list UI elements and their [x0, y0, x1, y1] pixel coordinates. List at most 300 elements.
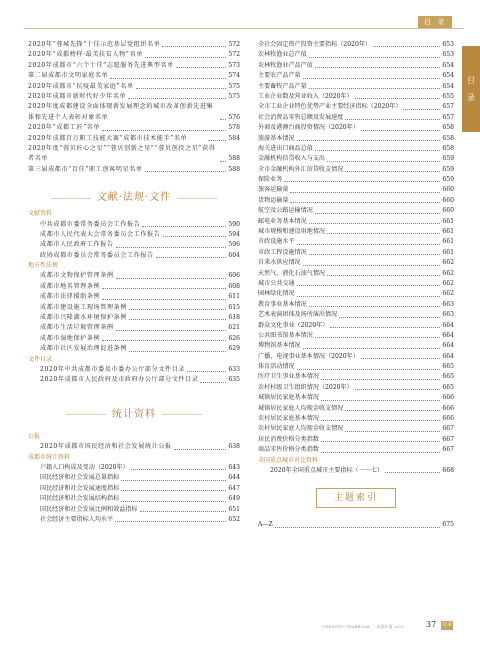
- toc-entry[interactable]: [258, 71, 454, 81]
- toc-entry[interactable]: [258, 175, 454, 185]
- toc-entry-title: 2020年成都百万职工技能大赛“成都市技术能手”名单: [28, 134, 188, 142]
- toc-entry[interactable]: [258, 82, 454, 92]
- leader-dots: [290, 202, 440, 203]
- leader-dots: [361, 358, 441, 359]
- leader-dots: [121, 480, 226, 481]
- toc-entry-title: 第三届成都市“百佳”职工创客明星名单: [28, 165, 143, 173]
- leader-dots: [339, 317, 440, 318]
- toc-entry-page: 660: [442, 207, 454, 215]
- toc-entry-page: 664: [442, 342, 454, 350]
- stats-list: [28, 463, 240, 525]
- toc-entry[interactable]: [258, 227, 454, 237]
- toc-entry-title: 城镇居民家庭人均现金收支情况: [258, 404, 344, 412]
- toc-entry[interactable]: [28, 82, 240, 92]
- leader-dots: [102, 299, 226, 300]
- toc-entry-page: 667: [442, 425, 454, 433]
- subheading-city-compare: 全国重点城市对比资料: [258, 456, 319, 464]
- toc-entry-title: 成都市地名管理条例: [40, 282, 101, 290]
- leader-dots: [355, 98, 441, 99]
- toc-entry-page: 658: [442, 134, 454, 142]
- toc-entry-page: 667: [442, 435, 454, 443]
- toc-entry-title: 航空及公路运输情况: [258, 207, 313, 215]
- toc-entry-title: 海关进出口商品总值: [258, 144, 313, 152]
- toc-entry-page: 604: [228, 251, 240, 259]
- toc-entry-title: 城镇居民家庭基本情况: [258, 394, 319, 402]
- toc-entry-title: 2020年中共成都市委及市委办公厅部分文件目录: [40, 366, 186, 373]
- leader-dots: [220, 161, 226, 162]
- toc-entry-title: 邮电业务基本情况: [258, 217, 307, 225]
- toc-entry-title: 成都市兴隆湖水环境保护条例: [40, 314, 128, 322]
- toc-entry[interactable]: [258, 185, 454, 195]
- toc-entry-page: 665: [442, 383, 454, 391]
- toc-entry-title: 2020年成都市国民经济和社会发展统计公报: [40, 443, 172, 451]
- leader-dots: [373, 46, 440, 47]
- toc-entry[interactable]: [258, 134, 454, 144]
- leader-dots: [345, 119, 440, 120]
- leader-dots: [121, 490, 226, 491]
- side-tab-contents[interactable]: [462, 46, 480, 132]
- toc-entry-page: 664: [442, 331, 454, 339]
- toc-entry[interactable]: [258, 237, 454, 247]
- leader-dots: [275, 527, 441, 528]
- header-section-tag: 目 录: [418, 16, 452, 28]
- toc-entry[interactable]: [28, 463, 240, 473]
- toc-entry-page: 653: [442, 51, 454, 59]
- toc-entry-title: 商品零售价格分类指数: [258, 446, 319, 454]
- leader-dots: [145, 171, 227, 172]
- leader-dots: [385, 472, 440, 473]
- gongbao-list: [28, 442, 240, 452]
- leader-dots: [315, 67, 441, 68]
- leader-dots: [327, 275, 440, 276]
- leader-dots: [327, 233, 440, 234]
- toc-entry-title: 国民经济和社会发展比例和效益指标: [40, 505, 138, 513]
- toc-entry[interactable]: [28, 230, 240, 240]
- toc-entry[interactable]: [28, 220, 240, 230]
- toc-entry-page: 662: [442, 269, 454, 277]
- toc-entry[interactable]: [28, 71, 240, 81]
- city-compare-list: [258, 466, 454, 476]
- toc-entry[interactable]: [258, 248, 454, 258]
- toc-entry-page: 654: [442, 61, 454, 69]
- toc-entry[interactable]: [28, 344, 240, 354]
- toc-entry-page: 661: [442, 248, 454, 256]
- toc-entry-title: 艺术表演团体及场所演出情况: [258, 311, 338, 319]
- toc-entry[interactable]: [258, 40, 454, 50]
- toc-entry-page: 666: [442, 404, 454, 412]
- toc-entry[interactable]: [28, 40, 240, 50]
- toc-entry-title: 市政设施水平: [258, 238, 295, 246]
- toc-entry[interactable]: [28, 323, 240, 333]
- toc-entry-title: 2020年“蓉城先锋”十佳示范基层党组织名单: [28, 40, 161, 48]
- toc-entry-page: 665: [442, 363, 454, 371]
- toc-entry-title: 农林牧渔业总产值: [258, 51, 307, 59]
- toc-entry-page: 626: [228, 334, 240, 342]
- leader-dots: [174, 449, 227, 450]
- section-heading-tongji: [28, 404, 240, 426]
- leader-dots: [145, 57, 226, 58]
- toc-entry[interactable]: [258, 102, 454, 112]
- toc-entry-title: 2020年成都市人民政府及市政府办公厅部分文件目录: [40, 376, 199, 384]
- toc-entry-page: 668: [442, 467, 454, 474]
- toc-entry-title: 社会经济主要指标人均水平: [40, 515, 114, 523]
- toc-entry-title: 全市金融机构外汇信贷收支情况: [258, 165, 344, 173]
- toc-entry-page: 629: [228, 345, 240, 353]
- leader-dots: [361, 130, 441, 131]
- leader-dots: [176, 67, 227, 68]
- toc-entry-title: 国民经济和社会发展结构指标: [40, 495, 120, 503]
- toc-entry[interactable]: [258, 383, 454, 393]
- toc-entry-title: 成都市建设施工现场管理条例: [40, 303, 128, 311]
- leader-dots: [131, 469, 227, 470]
- leader-dots: [116, 330, 227, 331]
- leader-dots: [403, 109, 440, 110]
- leader-dots: [102, 288, 226, 289]
- leader-dots: [116, 247, 227, 248]
- toc-entry-page: 663: [442, 311, 454, 319]
- leader-dots: [128, 98, 226, 99]
- toc-entry-page: 594: [228, 230, 240, 238]
- toc-entry[interactable]: [258, 92, 454, 102]
- leader-dots: [136, 88, 227, 89]
- toc-entry[interactable]: [258, 50, 454, 60]
- toc-entry-page: 635: [228, 376, 240, 384]
- toc-entry[interactable]: [258, 321, 454, 331]
- toc-entry-title: 保险业务: [258, 176, 283, 184]
- leader-dots: [187, 371, 226, 372]
- toc-entry-page: 615: [228, 303, 240, 311]
- right-column: [258, 40, 454, 531]
- toc-entry[interactable]: [28, 251, 240, 261]
- toc-entry-page: 666: [442, 394, 454, 402]
- toc-entry[interactable]: [258, 520, 454, 530]
- toc-entry-title: 旅客运输量: [258, 186, 289, 194]
- toc-entry-page: 657: [442, 103, 454, 111]
- toc-entry-page: 590: [228, 220, 240, 228]
- leader-dots: [321, 441, 440, 442]
- side-tab-char-1: 目: [467, 76, 475, 85]
- toc-entry-title: 2020年成都市“六个十佳”志愿服务先进典型名单: [28, 61, 174, 69]
- toc-entry[interactable]: [258, 289, 454, 299]
- toc-entry-title: 居民消费价格分类指数: [258, 435, 319, 443]
- toc-entry-title: 教育事业基本情况: [258, 300, 307, 308]
- toc-entry-title: 金融机构信贷收入与支出: [258, 155, 326, 163]
- toc-entry-page: 572: [228, 51, 240, 59]
- toc-entry-title: 户籍人口构成及变动（2020年）: [40, 463, 129, 471]
- leader-dots: [297, 285, 441, 286]
- toc-entry-page: 654: [442, 72, 454, 80]
- toc-entry[interactable]: [28, 240, 240, 250]
- toc-entry[interactable]: [258, 435, 454, 445]
- toc-entry-title: 旅游基本情况: [258, 134, 295, 142]
- leader-dots: [321, 452, 440, 453]
- leader-dots: [129, 351, 226, 352]
- toc-entry-title: 全市工业企业特色优势产业主要经济指标（2020年）: [258, 103, 402, 111]
- toc-entry[interactable]: [28, 473, 240, 483]
- leader-dots: [309, 306, 441, 307]
- toc-entry[interactable]: [28, 92, 240, 102]
- toc-entry-title: 医疗卫生事业基本情况: [258, 373, 319, 381]
- toc-entry-page: 638: [228, 443, 240, 451]
- leader-dots: [309, 223, 441, 224]
- toc-entry[interactable]: [28, 442, 240, 452]
- toc-entry[interactable]: [258, 217, 454, 227]
- toc-entry-title: 自来水供应情况: [258, 259, 301, 267]
- leader-dots: [330, 327, 440, 328]
- section-heading-wenxian: [28, 187, 240, 209]
- toc-entry-title: 2020年成都市新时代好少年名单: [28, 92, 127, 100]
- toc-entry-page: 643: [228, 463, 240, 471]
- toc-entry[interactable]: [258, 113, 454, 123]
- toc-entry-title: 2020年度成都建设全面体现新发展理念的城市改革创新先进集体和先进个人表彰对象名单: [28, 103, 214, 121]
- toc-entry-page: 575: [228, 92, 240, 100]
- section-rule: [51, 198, 91, 199]
- leader-dots: [297, 369, 441, 370]
- toc-entry-title: 2020年全国重点城市主要指标（一～七）: [270, 467, 384, 474]
- toc-entry-title: 政协成都市委员会常务委员会工作报告: [40, 251, 154, 259]
- toc-entry-title: 外商及港澳台商投资情况（2020年）: [258, 124, 359, 132]
- toc-entry[interactable]: [28, 102, 240, 123]
- leader-dots: [303, 348, 441, 349]
- toc-entry-page: 658: [442, 144, 454, 152]
- toc-entry-page: 662: [442, 259, 454, 267]
- toc-entry[interactable]: [28, 334, 240, 344]
- toc-entry-page: 647: [228, 484, 240, 492]
- toc-entry-page: 661: [442, 238, 454, 246]
- toc-entry[interactable]: [28, 505, 240, 515]
- toc-entry-page: 659: [442, 165, 454, 173]
- toc-entry[interactable]: [258, 154, 454, 164]
- toc-entry[interactable]: [258, 362, 454, 372]
- section-rule: [66, 414, 106, 415]
- toc-entry-title: 成都市湿地保护条例: [40, 334, 101, 342]
- toc-entry-page: 659: [442, 155, 454, 163]
- leader-dots: [290, 192, 440, 193]
- toc-entry-page: 660: [442, 186, 454, 194]
- toc-entry-title: 中共成都市委常务委员会工作报告: [40, 220, 141, 228]
- toc-entry[interactable]: [258, 445, 454, 455]
- toc-entry[interactable]: [258, 341, 454, 351]
- stats-list-continued: [258, 40, 454, 456]
- leader-dots: [321, 400, 440, 401]
- toc-entry-title: 成都市文物保护管理条例: [40, 272, 114, 280]
- toc-entry-page: 611: [228, 293, 240, 301]
- toc-entry[interactable]: [28, 292, 240, 302]
- leader-dots: [297, 140, 441, 141]
- toc-entry[interactable]: [258, 373, 454, 383]
- wenxian-list: [28, 209, 240, 386]
- leader-dots: [321, 420, 440, 421]
- toc-entry-page: 573: [228, 61, 240, 69]
- leader-dots: [142, 226, 226, 227]
- leader-dots: [115, 521, 226, 522]
- toc-entry-page: 659: [442, 176, 454, 184]
- toc-entry-page: 661: [442, 228, 454, 236]
- toc-entry-page: 661: [442, 217, 454, 225]
- toc-entry-page: 660: [442, 196, 454, 204]
- leader-dots: [345, 171, 440, 172]
- leader-dots: [315, 337, 441, 338]
- toc-entry-page: 662: [442, 290, 454, 298]
- subheading-stats: 成都市统计资料: [28, 453, 71, 461]
- leader-dots: [162, 46, 226, 47]
- toc-entry[interactable]: [258, 123, 454, 133]
- leader-dots: [345, 410, 440, 411]
- leader-dots: [102, 130, 226, 131]
- subheading: 地方性法规: [28, 262, 59, 270]
- toc-entry-page: 655: [442, 92, 454, 100]
- toc-entry-page: 588: [228, 155, 240, 163]
- toc-entry[interactable]: [28, 165, 240, 175]
- toc-entry-title: 工业企业数及营业收入（2020年）: [258, 92, 353, 100]
- toc-entry-title: 城市公共交通: [258, 279, 295, 287]
- toc-entry[interactable]: [28, 272, 240, 282]
- toc-entry-title: 成都市人民政府工作报告: [40, 241, 114, 249]
- toc-entry[interactable]: [28, 282, 240, 292]
- leader-dots: [345, 431, 440, 432]
- leader-dots: [303, 265, 441, 266]
- toc-entry[interactable]: [258, 279, 454, 289]
- toc-entry[interactable]: [258, 61, 454, 71]
- toc-entry[interactable]: [28, 494, 240, 504]
- section-title: 文献·法规·文件: [96, 192, 172, 204]
- leader-dots: [309, 57, 441, 58]
- toc-entry[interactable]: [258, 300, 454, 310]
- leader-dots: [110, 78, 226, 79]
- toc-entry[interactable]: [258, 331, 454, 341]
- toc-entry[interactable]: [28, 484, 240, 494]
- leader-dots: [303, 78, 441, 79]
- toc-entry-page: 572: [228, 40, 240, 48]
- toc-entry[interactable]: [28, 61, 240, 71]
- toc-entry-page: 574: [228, 72, 240, 80]
- leader-dots: [327, 161, 440, 162]
- toc-entry-page: 666: [442, 415, 454, 423]
- toc-entry-page: 578: [228, 124, 240, 132]
- leader-dots: [309, 254, 441, 255]
- header-divider: [24, 28, 464, 29]
- footer-section-mark: 目录: [441, 622, 452, 628]
- toc-entry-title: 货物运输量: [258, 196, 289, 204]
- toc-entry-page: 658: [442, 124, 454, 132]
- toc-entry-title: 农村村级卫生组织情况（2020年）: [258, 383, 353, 391]
- page-number: 37: [426, 620, 437, 629]
- toc-entry[interactable]: [258, 206, 454, 216]
- section-rule: [177, 198, 217, 199]
- toc-entry-page: 575: [228, 82, 240, 90]
- toc-entry[interactable]: [258, 310, 454, 320]
- toc-entry-page: 621: [228, 324, 240, 332]
- toc-entry-page: 644: [228, 474, 240, 482]
- toc-entry[interactable]: [28, 365, 240, 375]
- leader-dots: [102, 340, 226, 341]
- toc-entry[interactable]: [28, 144, 240, 165]
- leader-dots: [163, 236, 227, 237]
- toc-entry-title: 主要农产品产量: [258, 72, 301, 80]
- left-column: [28, 40, 240, 525]
- toc-entry-title: 群众文化事业（2020年）: [258, 321, 329, 329]
- leader-dots: [116, 278, 227, 279]
- toc-entry-title: 2020年成都市“抗疫最美家庭”名单: [28, 82, 134, 90]
- toc-entry-page: 663: [442, 300, 454, 308]
- toc-entry-title: 社会消费品零售总额及发展速度: [258, 113, 344, 121]
- toc-entry-title: 2020年“成都榜样·最美扶贫人物”名单: [28, 51, 143, 59]
- toc-entry-title: A—Z: [258, 521, 273, 529]
- toc-entry[interactable]: [28, 375, 240, 385]
- toc-entry-title: 全社会固定资产投资主要指标（2020年）: [258, 40, 372, 48]
- toc-entry-page: 576: [228, 113, 240, 121]
- toc-entry-page: 618: [228, 314, 240, 322]
- toc-entry[interactable]: [258, 466, 454, 476]
- toc-entry[interactable]: [28, 313, 240, 323]
- toc-entry-page: 657: [442, 113, 454, 121]
- toc-entry-title: 成都市法律援助条例: [40, 293, 101, 301]
- toc-entry[interactable]: [258, 393, 454, 403]
- side-tab-char-2: 录: [467, 93, 475, 102]
- leader-dots: [156, 257, 227, 258]
- leader-dots: [121, 501, 226, 502]
- toc-entry-page: 652: [228, 515, 240, 523]
- toc-entry-page: 649: [228, 495, 240, 503]
- toc-entry-page: 633: [228, 366, 240, 373]
- leader-dots: [129, 309, 226, 310]
- toc-entry[interactable]: [258, 258, 454, 268]
- toc-entry-title: 农林牧渔业产品产值: [258, 61, 313, 69]
- toc-entry-page: 608: [228, 282, 240, 290]
- toc-entry[interactable]: [258, 269, 454, 279]
- leader-dots: [321, 379, 440, 380]
- toc-entry-title: 农村居民家庭人均现金收支情况: [258, 425, 344, 433]
- toc-entry[interactable]: [258, 414, 454, 424]
- toc-entry-page: 653: [442, 40, 454, 48]
- toc-entry[interactable]: [28, 123, 240, 133]
- toc-entry-title: 天然气、液化石油气情况: [258, 269, 326, 277]
- toc-entry-title: 广播、电视事业基本情况（2020年）: [258, 352, 359, 360]
- toc-entry[interactable]: [258, 404, 454, 414]
- toc-entry[interactable]: [258, 352, 454, 362]
- toc-entry-page: 665: [442, 373, 454, 381]
- leader-dots: [200, 382, 226, 383]
- toc-entry-page: 606: [228, 272, 240, 280]
- toc-entry-page: 667: [442, 446, 454, 454]
- toc-entry-title: 主要畜牧产品产量: [258, 82, 307, 90]
- toc-entry[interactable]: [258, 165, 454, 175]
- toc-entry[interactable]: [28, 515, 240, 525]
- toc-entry-page: 654: [442, 82, 454, 90]
- toc-entry-page: 596: [228, 241, 240, 249]
- toc-entry-title: 市政工程设施情况: [258, 248, 307, 256]
- toc-entry-title: 第二届成都市文明家庭名单: [28, 72, 109, 80]
- toc-entry-title: 园林绿化情况: [258, 290, 295, 298]
- toc-entry[interactable]: [258, 144, 454, 154]
- toc-entry[interactable]: [28, 50, 240, 60]
- toc-entry[interactable]: [258, 424, 454, 434]
- toc-entry-title: 博物馆基本情况: [258, 342, 301, 350]
- toc-entry[interactable]: [28, 303, 240, 313]
- toc-entry[interactable]: [258, 196, 454, 206]
- toc-entry-page: 588: [228, 165, 240, 173]
- leader-dots: [355, 389, 441, 390]
- subheading: 文献资料: [28, 210, 53, 218]
- toc-entry[interactable]: [28, 134, 240, 144]
- toc-entry-title: 城市规模和建设用地情况: [258, 228, 326, 236]
- toc-entry-page: 662: [442, 279, 454, 287]
- leader-dots: [297, 296, 441, 297]
- leader-dots: [297, 244, 441, 245]
- leader-dots: [208, 140, 227, 141]
- toc-entry-title: 农村居民家庭基本情况: [258, 415, 319, 423]
- toc-entry-title: 成都市社区发展治理促进条例: [40, 345, 128, 353]
